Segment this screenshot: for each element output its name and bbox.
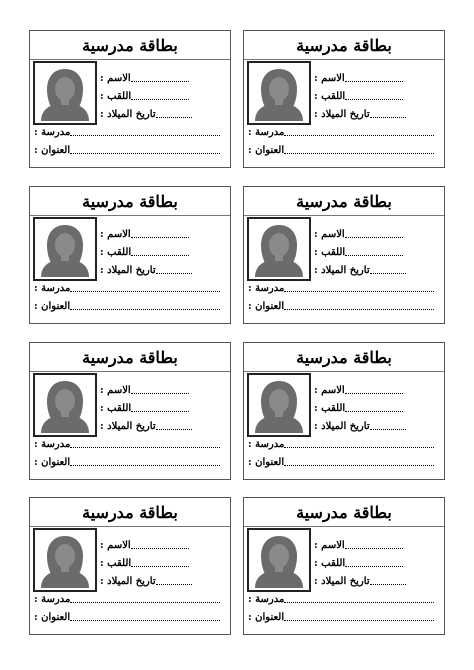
birth-date-label: تاريخ الميلاد : bbox=[100, 576, 156, 587]
female-avatar-icon bbox=[35, 375, 95, 435]
address-label: العنوان : bbox=[34, 457, 71, 468]
name-dotted-line bbox=[131, 393, 189, 394]
card-title: بطاقة مدرسية bbox=[30, 343, 230, 372]
address-field bbox=[32, 299, 226, 314]
birth-date-dotted-line bbox=[370, 429, 406, 430]
address-dotted-line bbox=[70, 465, 220, 466]
female-avatar-icon bbox=[249, 63, 309, 123]
school-dotted-line bbox=[70, 291, 220, 292]
birth-date-dotted-line bbox=[156, 584, 192, 585]
photo-placeholder bbox=[33, 373, 97, 437]
name-label: الاسم : bbox=[314, 229, 345, 240]
school-dotted-line bbox=[70, 135, 220, 136]
surname-label: اللقب : bbox=[314, 403, 346, 414]
birth-date-field bbox=[98, 107, 226, 122]
name-label: الاسم : bbox=[100, 73, 131, 84]
female-avatar-icon bbox=[35, 63, 95, 123]
address-label: العنوان : bbox=[34, 612, 71, 623]
school-dotted-line bbox=[284, 602, 434, 603]
school-field bbox=[246, 281, 440, 296]
photo-placeholder bbox=[247, 528, 311, 592]
photo-placeholder bbox=[247, 373, 311, 437]
name-dotted-line bbox=[345, 548, 403, 549]
address-dotted-line bbox=[284, 153, 434, 154]
card-title: بطاقة مدرسية bbox=[244, 187, 444, 216]
address-label: العنوان : bbox=[248, 612, 285, 623]
name-dotted-line bbox=[345, 393, 403, 394]
birth-date-dotted-line bbox=[156, 273, 192, 274]
name-field bbox=[312, 71, 440, 86]
name-dotted-line bbox=[131, 81, 189, 82]
name-label: الاسم : bbox=[314, 540, 345, 551]
surname-field bbox=[312, 89, 440, 104]
surname-dotted-line bbox=[345, 255, 403, 256]
address-dotted-line bbox=[284, 309, 434, 310]
school-label: مدرسة : bbox=[248, 439, 285, 450]
photo-placeholder bbox=[33, 217, 97, 281]
school-label: مدرسة : bbox=[248, 283, 285, 294]
name-label: الاسم : bbox=[314, 385, 345, 396]
school-field bbox=[246, 125, 440, 140]
school-dotted-line bbox=[70, 602, 220, 603]
card-title: بطاقة مدرسية bbox=[30, 187, 230, 216]
surname-label: اللقب : bbox=[100, 247, 132, 258]
name-field bbox=[312, 227, 440, 242]
address-field bbox=[32, 610, 226, 625]
photo-placeholder bbox=[247, 217, 311, 281]
school-dotted-line bbox=[284, 291, 434, 292]
name-field bbox=[98, 71, 226, 86]
birth-date-field bbox=[312, 263, 440, 278]
school-id-card bbox=[29, 30, 231, 168]
address-field bbox=[246, 299, 440, 314]
name-dotted-line bbox=[131, 548, 189, 549]
female-avatar-icon bbox=[249, 375, 309, 435]
school-field bbox=[32, 281, 226, 296]
surname-label: اللقب : bbox=[314, 558, 346, 569]
name-field bbox=[312, 538, 440, 553]
name-label: الاسم : bbox=[100, 385, 131, 396]
name-label: الاسم : bbox=[314, 73, 345, 84]
surname-field bbox=[98, 401, 226, 416]
birth-date-dotted-line bbox=[370, 584, 406, 585]
birth-date-field bbox=[312, 574, 440, 589]
female-avatar-icon bbox=[249, 219, 309, 279]
school-field bbox=[246, 437, 440, 452]
name-dotted-line bbox=[345, 81, 403, 82]
female-avatar-icon bbox=[249, 530, 309, 590]
school-label: مدرسة : bbox=[34, 283, 71, 294]
school-field bbox=[32, 125, 226, 140]
surname-label: اللقب : bbox=[100, 558, 132, 569]
birth-date-label: تاريخ الميلاد : bbox=[100, 421, 156, 432]
birth-date-label: تاريخ الميلاد : bbox=[100, 109, 156, 120]
surname-dotted-line bbox=[345, 411, 403, 412]
school-id-card bbox=[243, 497, 445, 635]
surname-field bbox=[98, 245, 226, 260]
birth-date-field bbox=[98, 574, 226, 589]
school-id-card bbox=[29, 186, 231, 324]
birth-date-dotted-line bbox=[156, 117, 192, 118]
name-label: الاسم : bbox=[100, 540, 131, 551]
school-dotted-line bbox=[284, 447, 434, 448]
address-field bbox=[246, 455, 440, 470]
birth-date-field bbox=[98, 263, 226, 278]
name-dotted-line bbox=[131, 237, 189, 238]
card-title: بطاقة مدرسية bbox=[244, 343, 444, 372]
female-avatar-icon bbox=[35, 530, 95, 590]
school-label: مدرسة : bbox=[34, 127, 71, 138]
school-label: مدرسة : bbox=[248, 127, 285, 138]
birth-date-field bbox=[98, 419, 226, 434]
birth-date-label: تاريخ الميلاد : bbox=[314, 109, 370, 120]
address-dotted-line bbox=[70, 620, 220, 621]
school-field bbox=[246, 592, 440, 607]
school-field bbox=[32, 437, 226, 452]
surname-field bbox=[98, 89, 226, 104]
surname-label: اللقب : bbox=[100, 403, 132, 414]
name-dotted-line bbox=[345, 237, 403, 238]
name-label: الاسم : bbox=[100, 229, 131, 240]
school-dotted-line bbox=[70, 447, 220, 448]
surname-label: اللقب : bbox=[314, 91, 346, 102]
surname-dotted-line bbox=[131, 255, 189, 256]
birth-date-label: تاريخ الميلاد : bbox=[314, 421, 370, 432]
surname-dotted-line bbox=[131, 99, 189, 100]
address-field bbox=[32, 455, 226, 470]
surname-field bbox=[312, 556, 440, 571]
address-field bbox=[32, 143, 226, 158]
surname-label: اللقب : bbox=[100, 91, 132, 102]
address-dotted-line bbox=[70, 309, 220, 310]
school-id-card bbox=[243, 186, 445, 324]
surname-field bbox=[98, 556, 226, 571]
school-field bbox=[32, 592, 226, 607]
school-label: مدرسة : bbox=[248, 594, 285, 605]
birth-date-field bbox=[312, 107, 440, 122]
name-field bbox=[98, 383, 226, 398]
surname-dotted-line bbox=[131, 566, 189, 567]
school-label: مدرسة : bbox=[34, 594, 71, 605]
birth-date-dotted-line bbox=[156, 429, 192, 430]
birth-date-label: تاريخ الميلاد : bbox=[314, 265, 370, 276]
school-dotted-line bbox=[284, 135, 434, 136]
address-label: العنوان : bbox=[34, 145, 71, 156]
birth-date-label: تاريخ الميلاد : bbox=[100, 265, 156, 276]
birth-date-label: تاريخ الميلاد : bbox=[314, 576, 370, 587]
surname-dotted-line bbox=[345, 99, 403, 100]
photo-placeholder bbox=[33, 61, 97, 125]
surname-field bbox=[312, 401, 440, 416]
school-id-card bbox=[243, 30, 445, 168]
photo-placeholder bbox=[33, 528, 97, 592]
photo-placeholder bbox=[247, 61, 311, 125]
address-label: العنوان : bbox=[248, 457, 285, 468]
address-dotted-line bbox=[70, 153, 220, 154]
address-dotted-line bbox=[284, 620, 434, 621]
address-dotted-line bbox=[284, 465, 434, 466]
name-field bbox=[98, 227, 226, 242]
school-id-card bbox=[29, 342, 231, 480]
address-label: العنوان : bbox=[248, 301, 285, 312]
birth-date-dotted-line bbox=[370, 117, 406, 118]
address-label: العنوان : bbox=[248, 145, 285, 156]
address-field bbox=[246, 610, 440, 625]
school-label: مدرسة : bbox=[34, 439, 71, 450]
card-title: بطاقة مدرسية bbox=[244, 31, 444, 60]
female-avatar-icon bbox=[35, 219, 95, 279]
card-title: بطاقة مدرسية bbox=[30, 498, 230, 527]
surname-label: اللقب : bbox=[314, 247, 346, 258]
name-field bbox=[312, 383, 440, 398]
surname-dotted-line bbox=[131, 411, 189, 412]
card-title: بطاقة مدرسية bbox=[30, 31, 230, 60]
school-id-card bbox=[29, 497, 231, 635]
school-id-card bbox=[243, 342, 445, 480]
surname-field bbox=[312, 245, 440, 260]
birth-date-dotted-line bbox=[370, 273, 406, 274]
name-field bbox=[98, 538, 226, 553]
birth-date-field bbox=[312, 419, 440, 434]
address-label: العنوان : bbox=[34, 301, 71, 312]
card-title: بطاقة مدرسية bbox=[244, 498, 444, 527]
address-field bbox=[246, 143, 440, 158]
surname-dotted-line bbox=[345, 566, 403, 567]
